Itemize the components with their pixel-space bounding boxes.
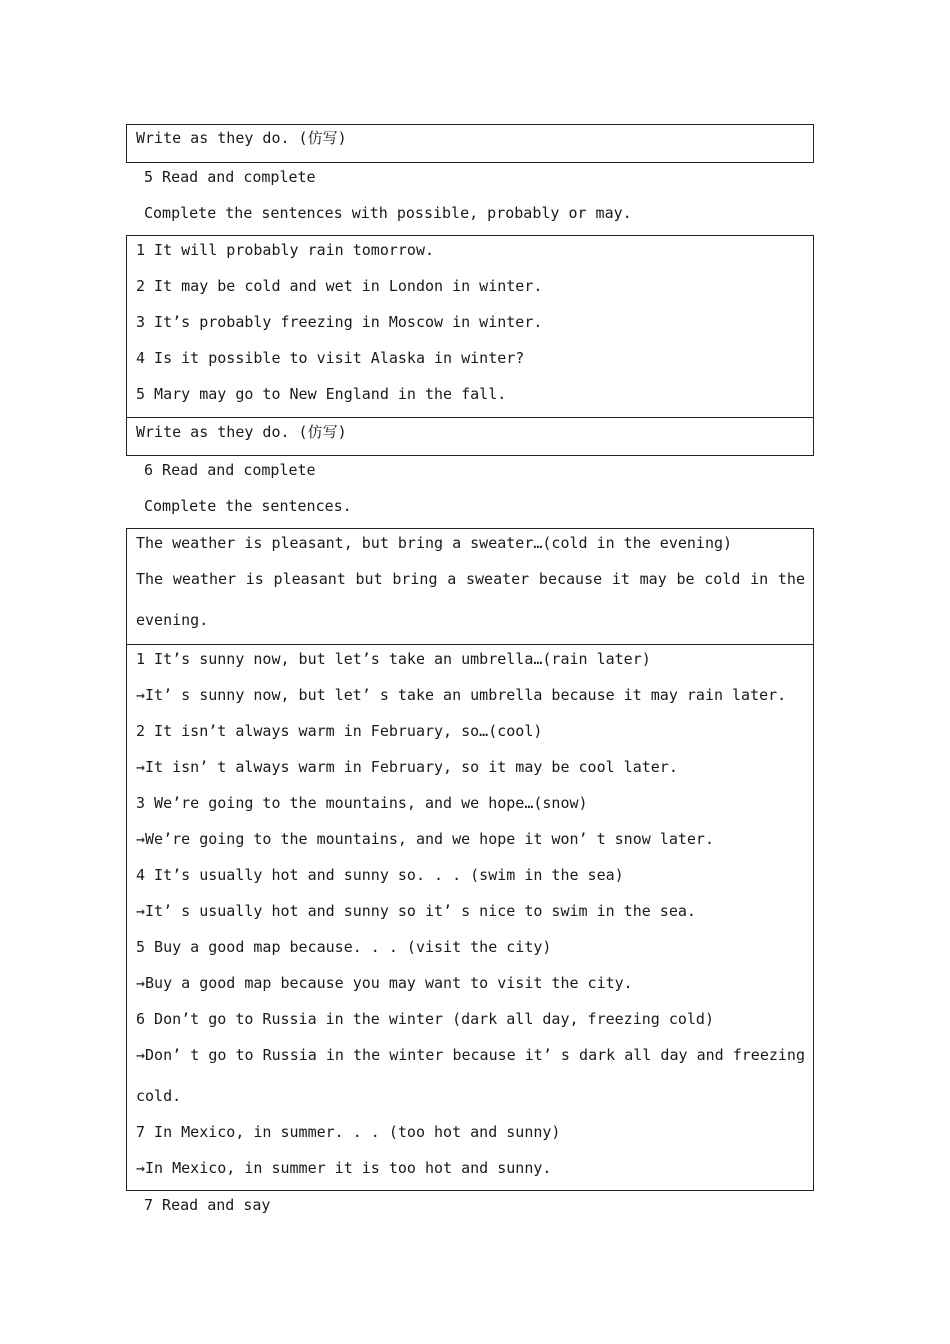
section-5-sentence: 5 Mary may go to New England in the fall.: [136, 385, 507, 403]
table-divider: [127, 417, 813, 418]
section-5-heading: 5 Read and complete: [144, 168, 316, 186]
section-6-heading: 6 Read and complete: [144, 461, 316, 479]
item-prompt: 7 In Mexico, in summer. . . (too hot and sunny): [136, 1123, 561, 1141]
section-6-instruction: Complete the sentences.: [144, 497, 352, 515]
item-answer: →It isn’ t always warm in February, so it may be cool later.: [136, 758, 678, 776]
item-prompt: 6 Don’t go to Russia in the winter (dark all day, freezing cold): [136, 1010, 714, 1028]
example-answer: The weather is pleasant but bring a sweater because it may be cold in the: [136, 570, 805, 588]
write-as-they-do-box-1: [126, 124, 814, 163]
item-prompt: 4 It’s usually hot and sunny so. . . (swim in the sea): [136, 866, 624, 884]
item-answer: →It’ s sunny now, but let’ s take an umbrella because it may rain later.: [136, 686, 787, 704]
item-prompt: 3 We’re going to the mountains, and we hope…(snow): [136, 794, 588, 812]
section-5-box: [126, 235, 814, 456]
section-5-sentence: 3 It’s probably freezing in Moscow in winter.: [136, 313, 543, 331]
write-as-they-do-label: Write as they do. (仿写): [136, 423, 347, 441]
item-answer-continued: cold.: [136, 1087, 182, 1105]
item-answer: →It’ s usually hot and sunny so it’ s nice to swim in the sea.: [136, 902, 696, 920]
section-5-instruction: Complete the sentences with possible, probably or may.: [144, 204, 632, 222]
item-answer: →Don’ t go to Russia in the winter because it’ s dark all day and freezing: [136, 1046, 805, 1064]
item-answer: →We’re going to the mountains, and we hope it won’ t snow later.: [136, 830, 714, 848]
item-prompt: 5 Buy a good map because. . . (visit the city): [136, 938, 552, 956]
item-answer: →In Mexico, in summer it is too hot and sunny.: [136, 1159, 552, 1177]
section-5-sentence: 1 It will probably rain tomorrow.: [136, 241, 435, 259]
section-5-sentence: 2 It may be cold and wet in London in winter.: [136, 277, 543, 295]
item-prompt: 2 It isn’t always warm in February, so…(cool): [136, 722, 543, 740]
section-5-sentence: 4 Is it possible to visit Alaska in winter?: [136, 349, 525, 367]
section-7-heading: 7 Read and say: [144, 1196, 271, 1214]
table-divider: [127, 644, 813, 645]
section-6-box: [126, 528, 814, 1191]
example-answer-continued: evening.: [136, 611, 209, 629]
example-prompt: The weather is pleasant, but bring a sweater…(cold in the evening): [136, 534, 733, 552]
item-prompt: 1 It’s sunny now, but let’s take an umbrella…(rain later): [136, 650, 651, 668]
item-answer: →Buy a good map because you may want to visit the city.: [136, 974, 633, 992]
write-as-they-do-label: Write as they do. (仿写): [136, 129, 347, 147]
